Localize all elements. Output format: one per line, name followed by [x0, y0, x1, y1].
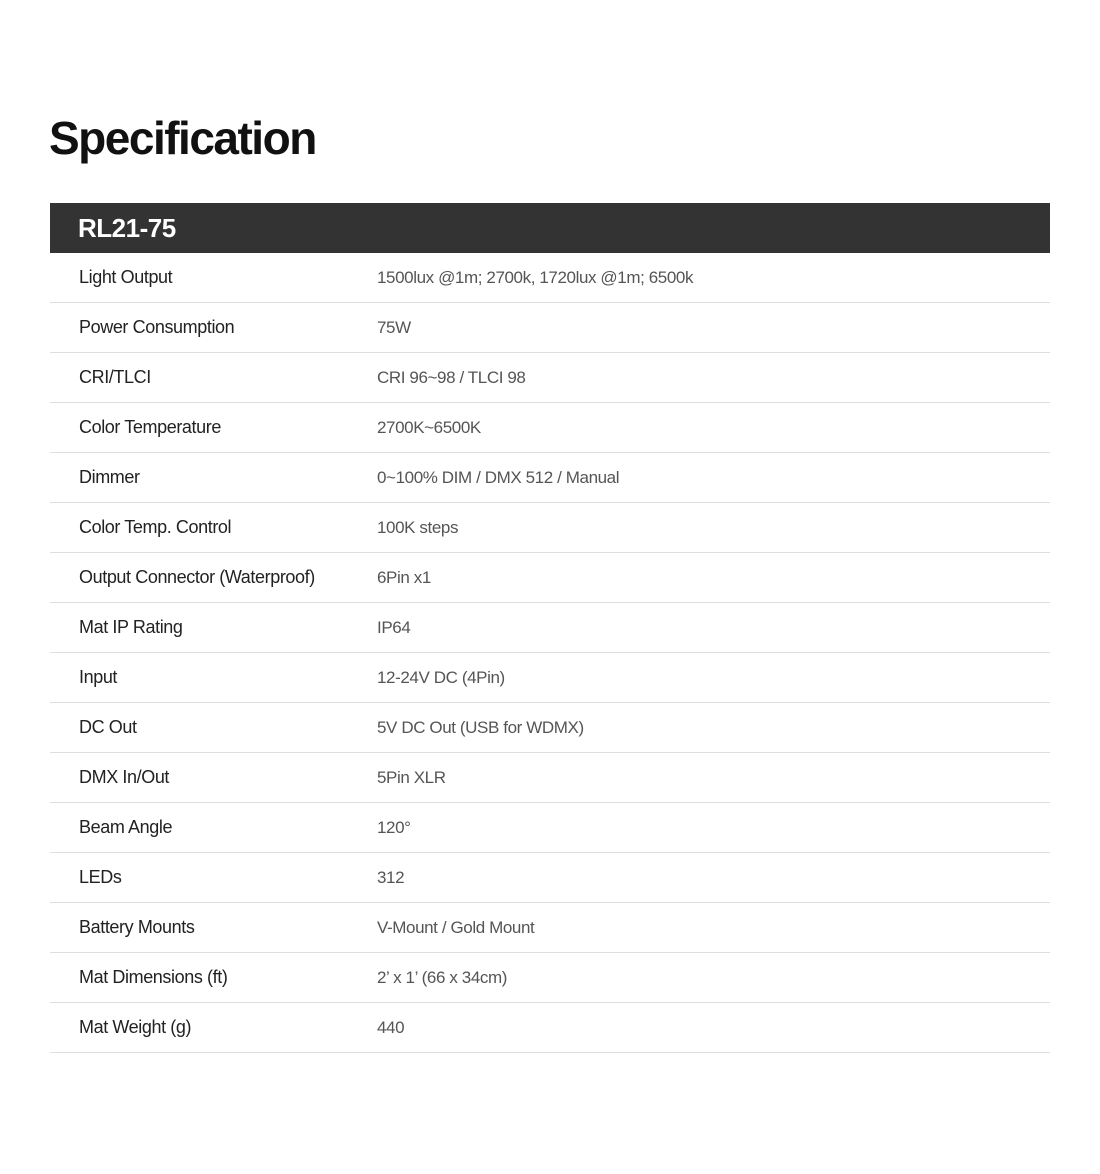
spec-value: 440 — [377, 1017, 405, 1037]
spec-value: IP64 — [377, 617, 411, 637]
spec-value: 2’ x 1’ (66 x 34cm) — [377, 967, 508, 987]
spec-row — [50, 903, 1050, 953]
spec-label: DMX In/Out — [79, 767, 170, 787]
spec-value: 6Pin x1 — [377, 567, 431, 587]
spec-label: Mat Weight (g) — [79, 1017, 192, 1037]
spec-label: LEDs — [79, 867, 122, 887]
spec-row — [50, 653, 1050, 703]
spec-row — [50, 1003, 1050, 1053]
spec-value: 312 — [377, 867, 405, 887]
spec-row — [50, 353, 1050, 403]
spec-label: Dimmer — [79, 467, 140, 487]
spec-table — [50, 203, 1050, 1053]
spec-value: 100K steps — [377, 517, 459, 537]
spec-label: Color Temp. Control — [79, 517, 232, 537]
spec-row — [50, 703, 1050, 753]
spec-label: Light Output — [79, 267, 173, 287]
spec-row — [50, 753, 1050, 803]
spec-row — [50, 453, 1050, 503]
spec-value: 5Pin XLR — [377, 767, 446, 787]
spec-label: Output Connector (Waterproof) — [79, 567, 315, 587]
page-title: Specification — [49, 112, 316, 164]
spec-value: 0~100% DIM / DMX 512 / Manual — [377, 467, 620, 487]
spec-row — [50, 953, 1050, 1003]
spec-row — [50, 253, 1050, 303]
spec-row — [50, 303, 1050, 353]
spec-label: Color Temperature — [79, 417, 221, 437]
spec-row — [50, 553, 1050, 603]
spec-row — [50, 803, 1050, 853]
spec-value: CRI 96~98 / TLCI 98 — [377, 367, 526, 387]
spec-label: CRI/TLCI — [79, 367, 151, 387]
spec-row — [50, 503, 1050, 553]
spec-value: 5V DC Out (USB for WDMX) — [377, 717, 584, 737]
spec-label: DC Out — [79, 717, 137, 737]
spec-value: V-Mount / Gold Mount — [377, 917, 535, 937]
model-header: RL21-75 — [50, 203, 1050, 253]
spec-label: Input — [79, 667, 118, 687]
spec-row — [50, 853, 1050, 903]
spec-label: Mat Dimensions (ft) — [79, 967, 228, 987]
spec-value: 2700K~6500K — [377, 417, 481, 437]
spec-value: 1500lux @1m; 2700k, 1720lux @1m; 6500k — [377, 267, 694, 287]
spec-label: Power Consumption — [79, 317, 235, 337]
spec-value: 120° — [377, 817, 411, 837]
spec-label: Mat IP Rating — [79, 617, 183, 637]
spec-value: 12-24V DC (4Pin) — [377, 667, 505, 687]
spec-label: Beam Angle — [79, 817, 173, 837]
spec-row — [50, 403, 1050, 453]
spec-label: Battery Mounts — [79, 917, 195, 937]
spec-row — [50, 603, 1050, 653]
spec-value: 75W — [377, 317, 411, 337]
